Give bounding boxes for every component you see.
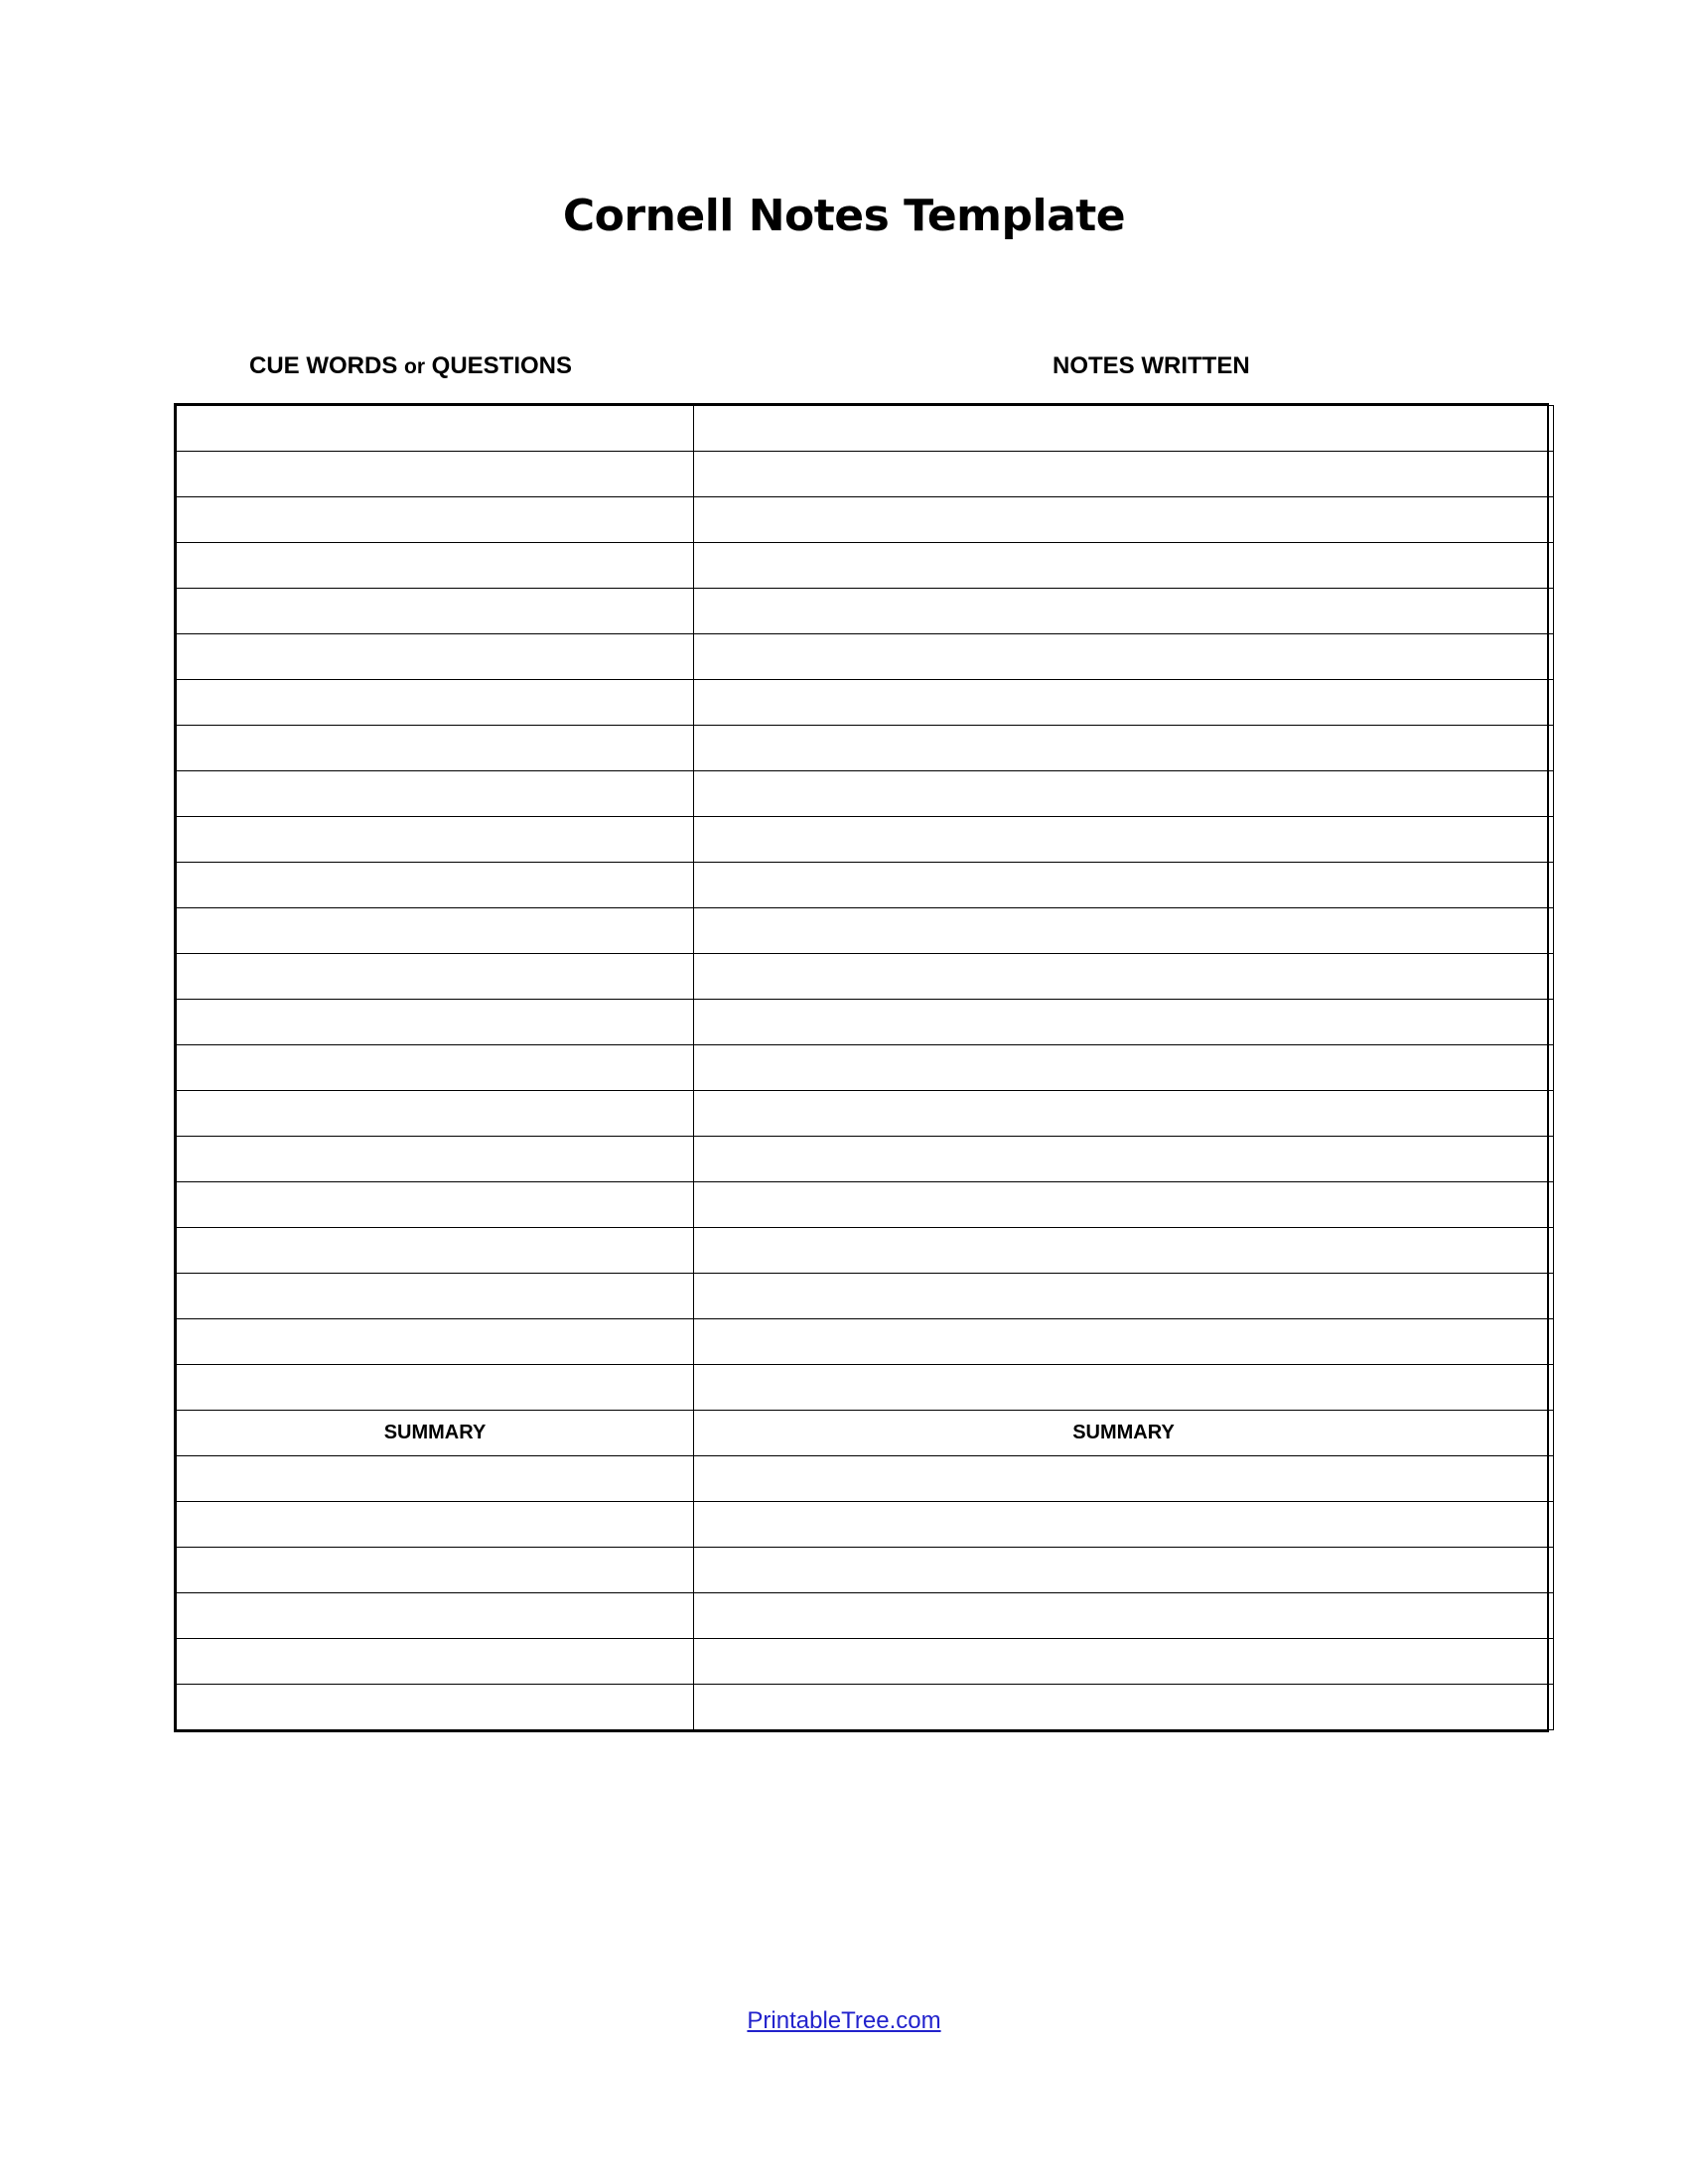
table-row [177,1228,1554,1274]
table-row [177,954,1554,1000]
table-row [177,1045,1554,1091]
summary-notes-cell[interactable] [694,1639,1554,1685]
cue-cell[interactable] [177,1228,694,1274]
notes-cell[interactable] [694,406,1554,452]
table-row [177,1319,1554,1365]
summary-cue-cell[interactable] [177,1456,694,1502]
cue-cell[interactable] [177,817,694,863]
summary-cue-cell[interactable] [177,1593,694,1639]
printabletree-link[interactable]: PrintableTree.com [747,2007,941,2034]
cue-cell[interactable] [177,771,694,817]
summary-header-row [177,1411,1554,1456]
summary-notes-cell[interactable] [694,1548,1554,1593]
notes-cell[interactable] [694,1045,1554,1091]
cue-column-header-text: CUE WORDS [249,352,404,379]
table-row [177,1137,1554,1182]
notes-cell[interactable] [694,1365,1554,1411]
cue-cell[interactable] [177,634,694,680]
table-row [177,1182,1554,1228]
footer [0,2007,1688,2035]
notes-cell[interactable] [694,908,1554,954]
cue-cell[interactable] [177,863,694,908]
notes-cell[interactable] [694,771,1554,817]
notes-cell[interactable] [694,1274,1554,1319]
summary-cue-cell[interactable] [177,1685,694,1730]
cue-cell[interactable] [177,1137,694,1182]
table-row [177,817,1554,863]
table-row [177,771,1554,817]
cue-cell[interactable] [177,543,694,589]
page-title: Cornell Notes Template [562,191,1126,241]
table-row [177,680,1554,726]
table-row [177,726,1554,771]
summary-cue-cell[interactable] [177,1548,694,1593]
cue-column-header [249,352,572,380]
summary-notes-cell[interactable] [694,1456,1554,1502]
notes-table [176,405,1554,1730]
notes-cell[interactable] [694,543,1554,589]
notes-cell[interactable] [694,863,1554,908]
notes-cell[interactable] [694,680,1554,726]
cue-column-header-tail: QUESTIONS [425,352,573,379]
notes-cell[interactable] [694,1182,1554,1228]
notes-cell[interactable] [694,954,1554,1000]
table-row [177,406,1554,452]
cue-cell[interactable] [177,1182,694,1228]
cue-cell[interactable] [177,680,694,726]
cue-cell[interactable] [177,1000,694,1045]
notes-cell[interactable] [694,1228,1554,1274]
cue-cell[interactable] [177,497,694,543]
cue-cell[interactable] [177,954,694,1000]
cue-cell[interactable] [177,1045,694,1091]
cue-cell[interactable] [177,452,694,497]
notes-cell[interactable] [694,452,1554,497]
table-row [177,1593,1554,1639]
notes-cell[interactable] [694,817,1554,863]
table-row [177,1456,1554,1502]
summary-notes-cell[interactable] [694,1502,1554,1548]
summary-cue-cell[interactable] [177,1502,694,1548]
cue-column-header-or: or [404,355,425,378]
notes-cell[interactable] [694,634,1554,680]
notes-cell[interactable] [694,1091,1554,1137]
cue-cell[interactable] [177,406,694,452]
table-row [177,497,1554,543]
cue-cell[interactable] [177,1319,694,1365]
notes-cell[interactable] [694,1000,1554,1045]
table-row [177,908,1554,954]
table-row [177,1639,1554,1685]
table-row [177,1685,1554,1730]
notes-cell[interactable] [694,497,1554,543]
cue-cell[interactable] [177,726,694,771]
notes-cell[interactable] [694,589,1554,634]
notes-column-header: NOTES WRITTEN [1053,352,1250,379]
column-headers [174,352,1549,384]
cue-cell[interactable] [177,1091,694,1137]
cue-cell[interactable] [177,1274,694,1319]
summary-cue-cell[interactable] [177,1639,694,1685]
table-row [177,1502,1554,1548]
summary-label-right: SUMMARY [694,1411,1554,1456]
table-row [177,1091,1554,1137]
table-row [177,634,1554,680]
cue-cell[interactable] [177,589,694,634]
summary-label-left: SUMMARY [177,1411,694,1456]
table-body [177,406,1554,1730]
notes-cell[interactable] [694,1319,1554,1365]
table-row [177,1548,1554,1593]
notes-cell[interactable] [694,1137,1554,1182]
table-row [177,1365,1554,1411]
table-row [177,863,1554,908]
table-row [177,589,1554,634]
summary-notes-cell[interactable] [694,1593,1554,1639]
summary-notes-cell[interactable] [694,1685,1554,1730]
table-row [177,1274,1554,1319]
cue-cell[interactable] [177,908,694,954]
notes-grid [174,403,1549,1732]
table-row [177,1000,1554,1045]
notes-cell[interactable] [694,726,1554,771]
table-row [177,543,1554,589]
cue-cell[interactable] [177,1365,694,1411]
table-row [177,452,1554,497]
